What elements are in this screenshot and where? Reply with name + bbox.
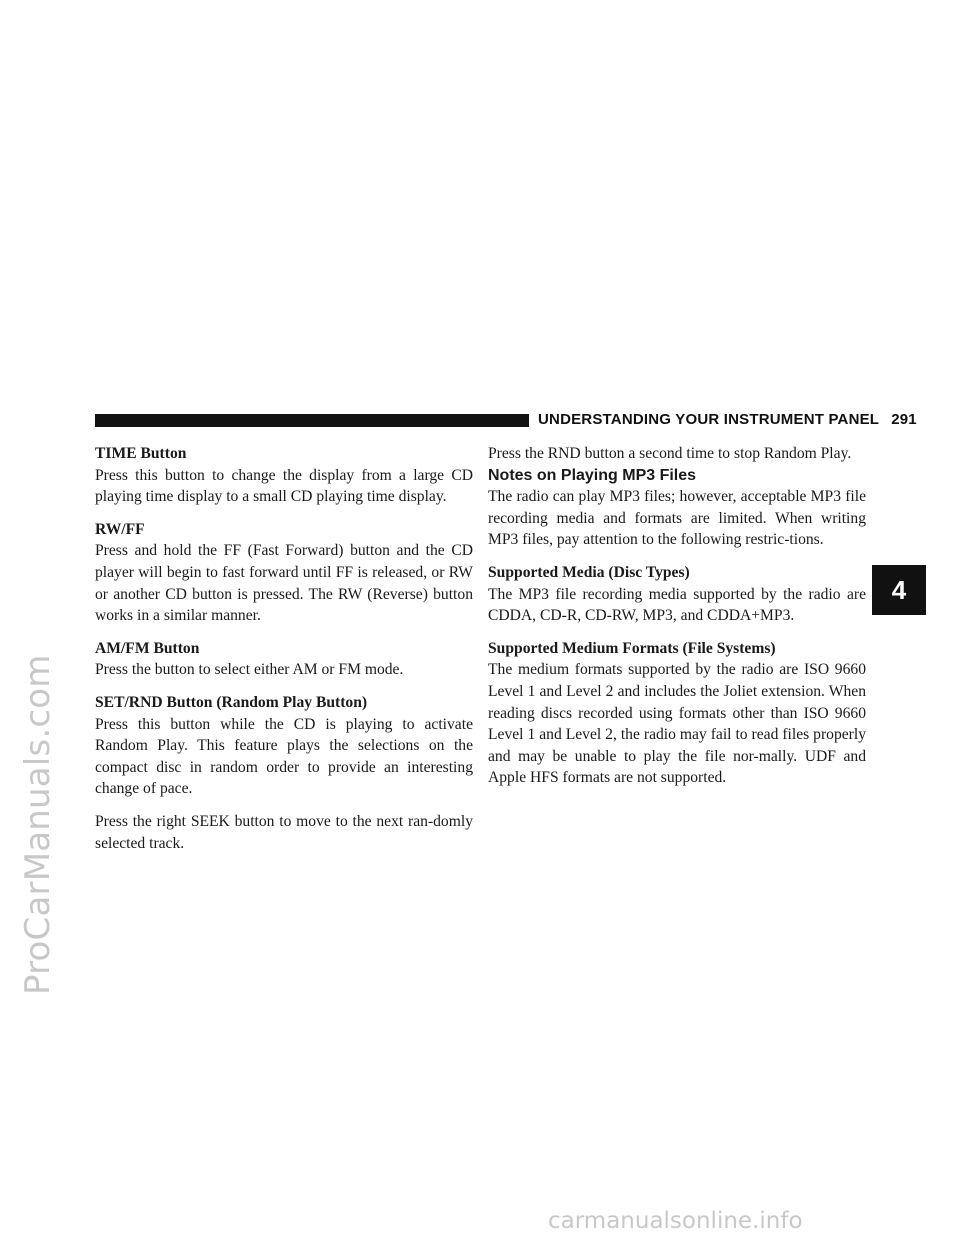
media-text: The MP3 file recording media supported by the radio are CDDA, CD-R, CD-RW, MP3, and CDDA+MP3. xyxy=(488,585,866,625)
side-watermark xyxy=(8,450,68,1010)
seek-text: Press the right SEEK button to move to the next ran-domly selected track. xyxy=(95,812,473,852)
formats-text: The medium formats supported by the radio are ISO 9660 Level 1 and Level 2 and includes the Joliet extension. When reading discs recorded using formats other than ISO 9660 Level 1 and Level 2, the radio may fail to read files properly and may be unable to play the file nor-mally. UDF and Apple HFS formats are not supported. xyxy=(488,661,866,787)
chapter-tab xyxy=(872,565,926,615)
mp3-notes-heading: Notes on Playing MP3 Files xyxy=(488,466,697,484)
mp3-notes-text: The radio can play MP3 files; however, acceptable MP3 file recording media and formats are limited. When writing MP3 files, pay attention to the following restric-tions. xyxy=(488,488,866,549)
header-title: UNDERSTANDING YOUR INSTRUMENT PANEL xyxy=(538,411,880,428)
media-heading: Supported Media (Disc Types) xyxy=(488,563,690,581)
rwff-text: Press and hold the FF (Fast Forward) button and the CD player will begin to fast forward until FF is released, or RW or another CD button is pressed. The RW (Reverse) button works in a similar manner. xyxy=(95,542,473,625)
time-button-heading: TIME Button xyxy=(95,445,187,462)
amfm-text: Press the button to select either AM or FM mode. xyxy=(95,661,404,679)
running-header xyxy=(538,411,917,428)
rwff-heading: RW/FF xyxy=(95,520,145,538)
bottom-watermark: carmanualsonline.info xyxy=(548,1208,803,1234)
side-watermark-text: ProCarManuals.com xyxy=(18,654,58,995)
setrnd-text: Press this button while the CD is playing to activate Random Play. This feature plays the selections on the compact disc in random order to provide an interesting change of pace. xyxy=(95,715,473,798)
chapter-number: 4 xyxy=(891,574,907,605)
amfm-heading: AM/FM Button xyxy=(95,639,200,657)
page-number: 291 xyxy=(891,411,917,428)
time-button-text: Press this button to change the display from a large CD playing time display to a small CD playing time display. xyxy=(95,466,473,506)
setrnd-heading: SET/RND Button (Random Play Button) xyxy=(95,693,368,711)
right-column xyxy=(488,443,866,789)
left-column xyxy=(95,443,473,854)
formats-heading: Supported Medium Formats (File Systems) xyxy=(488,639,776,657)
header-rule xyxy=(95,414,529,427)
rnd-stop-text: Press the RND button a second time to stop Random Play. xyxy=(488,445,852,462)
